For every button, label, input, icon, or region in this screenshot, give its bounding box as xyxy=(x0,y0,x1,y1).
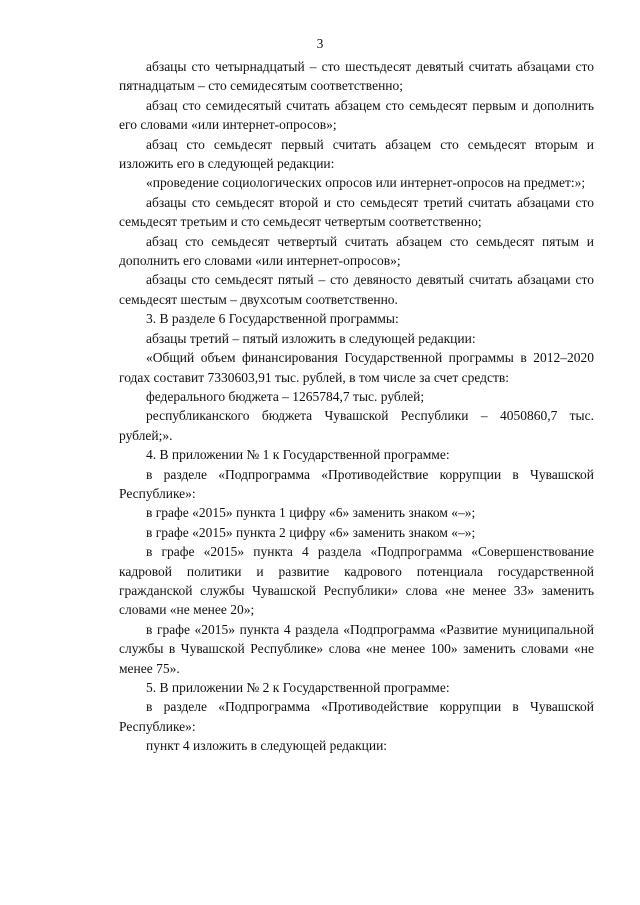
paragraph-18: в графе «2015» пункта 4 раздела «Подпрограмма «Развитие муниципальной службы в Чувашской Республике» слова «не менее 100» заменить словами «не менее 75». xyxy=(119,621,594,676)
paragraph-11: федерального бюджета – 1265784,7 тыс. рублей; xyxy=(146,388,425,404)
paragraph-12: республиканского бюджета Чувашской Республики – 4050860,7 тыс. рублей;». xyxy=(119,408,594,443)
paragraph-3: абзац сто семьдесят первый считать абзацем сто семьдесят вторым и изложить его в следующей редакции: xyxy=(119,136,594,172)
paragraph-10: «Общий объем финансирования Государственной программы в 2012–2020 годах составит 7330603,91 тыс. рублей, в том числе за счет средств: xyxy=(119,350,594,385)
paragraph-17: в графе «2015» пункта 4 раздела «Подпрограмма «Совершенствование кадровой политики и развитие кадрового потенциала государственной гражданской службы Чувашской Республики» слова «не менее 33» заменить словами «не менее 20»; xyxy=(119,544,594,618)
paragraph-19: 5. В приложении № 2 к Государственной программе: xyxy=(146,680,450,695)
paragraph-15: в графе «2015» пункта 1 цифру «6» заменить знаком «–»; xyxy=(146,505,476,521)
paragraph-7: абзацы сто семьдесят пятый – сто девяносто девятый считать абзацами сто семьдесят шестым – двухсотым соответственно. xyxy=(119,272,594,307)
paragraph-13: 4. В приложении № 1 к Государственной программе: xyxy=(146,447,450,463)
page-number: 3 xyxy=(316,36,324,51)
document-body xyxy=(119,57,594,756)
paragraph-9: абзацы третий – пятый изложить в следующей редакции: xyxy=(146,330,476,346)
paragraph-1: абзацы сто четырнадцатый – сто шестьдесят девятый считать абзацами сто пятнадцатым – сто семидесятым соответственно; xyxy=(119,59,594,94)
paragraph-5: абзацы сто семьдесят второй и сто семьдесят третий считать абзацами сто семьдесят третьим и сто семьдесят четвертым соответственно; xyxy=(119,194,594,230)
paragraph-21: пункт 4 изложить в следующей редакции: xyxy=(146,738,388,754)
paragraph-20: в разделе «Подпрограмма «Противодействие коррупции в Чувашской Республике»: xyxy=(119,699,594,734)
paragraph-2: абзац сто семидесятый считать абзацем сто семьдесят первым и дополнить его словами «или интернет-опросов»; xyxy=(119,97,594,133)
paragraph-4: «проведение социологических опросов или интернет-опросов на предмет:»; xyxy=(146,175,586,191)
paragraph-16: в графе «2015» пункта 2 цифру «6» заменить знаком «–»; xyxy=(146,524,476,540)
paragraph-6: абзац сто семьдесят четвертый считать абзацем сто семьдесят пятым и дополнить его словами «или интернет-опросов»; xyxy=(119,233,594,269)
paragraph-8: 3. В разделе 6 Государственной программы: xyxy=(146,311,399,327)
paragraph-14: в разделе «Подпрограмма «Противодействие коррупции в Чувашской Республике»: xyxy=(119,466,594,501)
